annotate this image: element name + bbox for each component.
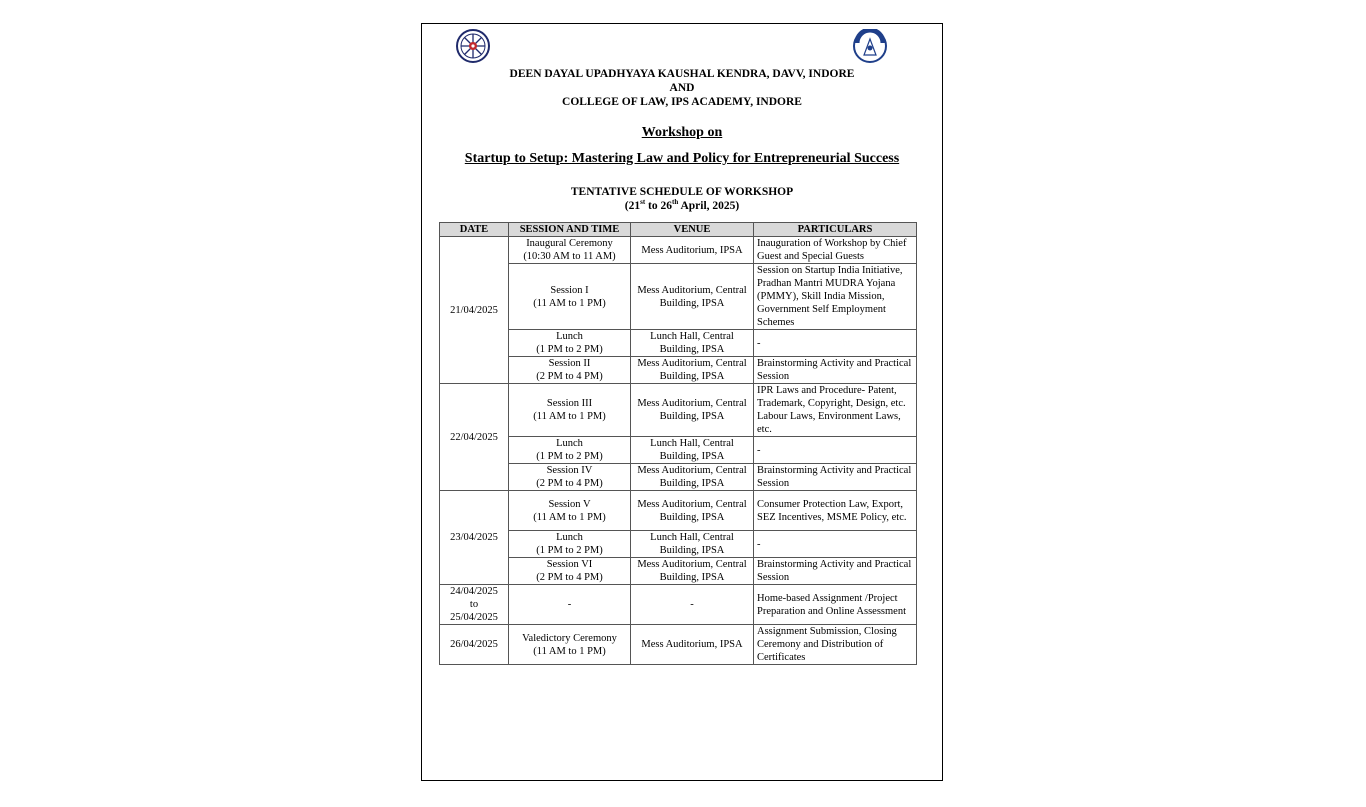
venue-cell: Lunch Hall, Central Building, IPSA bbox=[631, 531, 754, 558]
session-cell: Valedictory Ceremony (11 AM to 1 PM) bbox=[509, 625, 631, 665]
session-cell: Inaugural Ceremony (10:30 AM to 11 AM) bbox=[509, 237, 631, 264]
organizer-line-2: AND bbox=[669, 82, 695, 94]
venue-cell: Mess Auditorium, Central Building, IPSA bbox=[631, 464, 754, 491]
session-cell: Session V (11 AM to 1 PM) bbox=[509, 491, 631, 531]
particulars-cell: Assignment Submission, Closing Ceremony and Distribution of Certificates bbox=[754, 625, 917, 665]
header-date: DATE bbox=[440, 223, 509, 237]
header-session: SESSION AND TIME bbox=[509, 223, 631, 237]
table-row bbox=[440, 384, 917, 437]
workshop-title: Startup to Setup: Mastering Law and Policy for Entrepreneurial Success bbox=[464, 151, 900, 166]
header-venue: VENUE bbox=[631, 223, 754, 237]
schedule-heading: TENTATIVE SCHEDULE OF WORKSHOP bbox=[570, 186, 794, 198]
date-cell: 23/04/2025 bbox=[440, 491, 509, 585]
ddukk-emblem-icon bbox=[456, 29, 490, 63]
particulars-cell: Brainstorming Activity and Practical Session bbox=[754, 464, 917, 491]
workshop-label: Workshop on bbox=[641, 125, 723, 140]
particulars-cell: Home-based Assignment /Project Preparation and Online Assessment bbox=[754, 585, 917, 625]
venue-cell: Lunch Hall, Central Building, IPSA bbox=[631, 437, 754, 464]
table-row bbox=[440, 330, 917, 357]
organizer-line-1: DEEN DAYAL UPADHYAYA KAUSHAL KENDRA, DAVV, INDORE bbox=[509, 68, 855, 80]
particulars-cell: Brainstorming Activity and Practical Session bbox=[754, 558, 917, 585]
venue-cell: Mess Auditorium, Central Building, IPSA bbox=[631, 357, 754, 384]
table-row bbox=[440, 491, 917, 531]
date-cell: 22/04/2025 bbox=[440, 384, 509, 491]
session-cell: Lunch (1 PM to 2 PM) bbox=[509, 531, 631, 558]
schedule-date-range: (21st to 26th April, 2025) bbox=[624, 198, 740, 212]
particulars-cell: Session on Startup India Initiative, Pradhan Mantri MUDRA Yojana (PMMY), Skill India Mission, Government Self Employment Schemes bbox=[754, 264, 917, 330]
session-cell: - bbox=[509, 585, 631, 625]
venue-cell: - bbox=[631, 585, 754, 625]
session-cell: Lunch (1 PM to 2 PM) bbox=[509, 437, 631, 464]
venue-cell: Mess Auditorium, Central Building, IPSA bbox=[631, 491, 754, 531]
table-row bbox=[440, 357, 917, 384]
venue-cell: Mess Auditorium, Central Building, IPSA bbox=[631, 384, 754, 437]
particulars-cell: IPR Laws and Procedure- Patent, Trademark, Copyright, Design, etc. Labour Laws, Environment Laws, etc. bbox=[754, 384, 917, 437]
table-row bbox=[440, 237, 917, 264]
session-cell: Session I (11 AM to 1 PM) bbox=[509, 264, 631, 330]
schedule-table bbox=[439, 222, 917, 665]
table-row bbox=[440, 625, 917, 665]
table-row bbox=[440, 437, 917, 464]
table-row bbox=[440, 558, 917, 585]
particulars-cell: - bbox=[754, 330, 917, 357]
table-row bbox=[440, 464, 917, 491]
session-cell: Session VI (2 PM to 4 PM) bbox=[509, 558, 631, 585]
table-header-row bbox=[440, 223, 917, 237]
particulars-cell: Inauguration of Workshop by Chief Guest and Special Guests bbox=[754, 237, 917, 264]
session-cell: Lunch (1 PM to 2 PM) bbox=[509, 330, 631, 357]
table-row bbox=[440, 264, 917, 330]
session-cell: Session IV (2 PM to 4 PM) bbox=[509, 464, 631, 491]
date-cell: 26/04/2025 bbox=[440, 625, 509, 665]
venue-cell: Mess Auditorium, IPSA bbox=[631, 237, 754, 264]
date-cell: 21/04/2025 bbox=[440, 237, 509, 384]
table-row bbox=[440, 585, 917, 625]
particulars-cell: - bbox=[754, 531, 917, 558]
document-page bbox=[421, 23, 943, 781]
organizer-line-3: COLLEGE OF LAW, IPS ACADEMY, INDORE bbox=[562, 96, 802, 108]
venue-cell: Mess Auditorium, Central Building, IPSA bbox=[631, 264, 754, 330]
header-particulars: PARTICULARS bbox=[754, 223, 917, 237]
particulars-cell: Consumer Protection Law, Export, SEZ Incentives, MSME Policy, etc. bbox=[754, 491, 917, 531]
ips-academy-emblem-icon bbox=[853, 29, 887, 63]
venue-cell: Mess Auditorium, Central Building, IPSA bbox=[631, 558, 754, 585]
venue-cell: Lunch Hall, Central Building, IPSA bbox=[631, 330, 754, 357]
particulars-cell: Brainstorming Activity and Practical Session bbox=[754, 357, 917, 384]
particulars-cell: - bbox=[754, 437, 917, 464]
session-cell: Session III (11 AM to 1 PM) bbox=[509, 384, 631, 437]
table-row bbox=[440, 531, 917, 558]
session-cell: Session II (2 PM to 4 PM) bbox=[509, 357, 631, 384]
date-cell: 24/04/2025 to 25/04/2025 bbox=[440, 585, 509, 625]
venue-cell: Mess Auditorium, IPSA bbox=[631, 625, 754, 665]
